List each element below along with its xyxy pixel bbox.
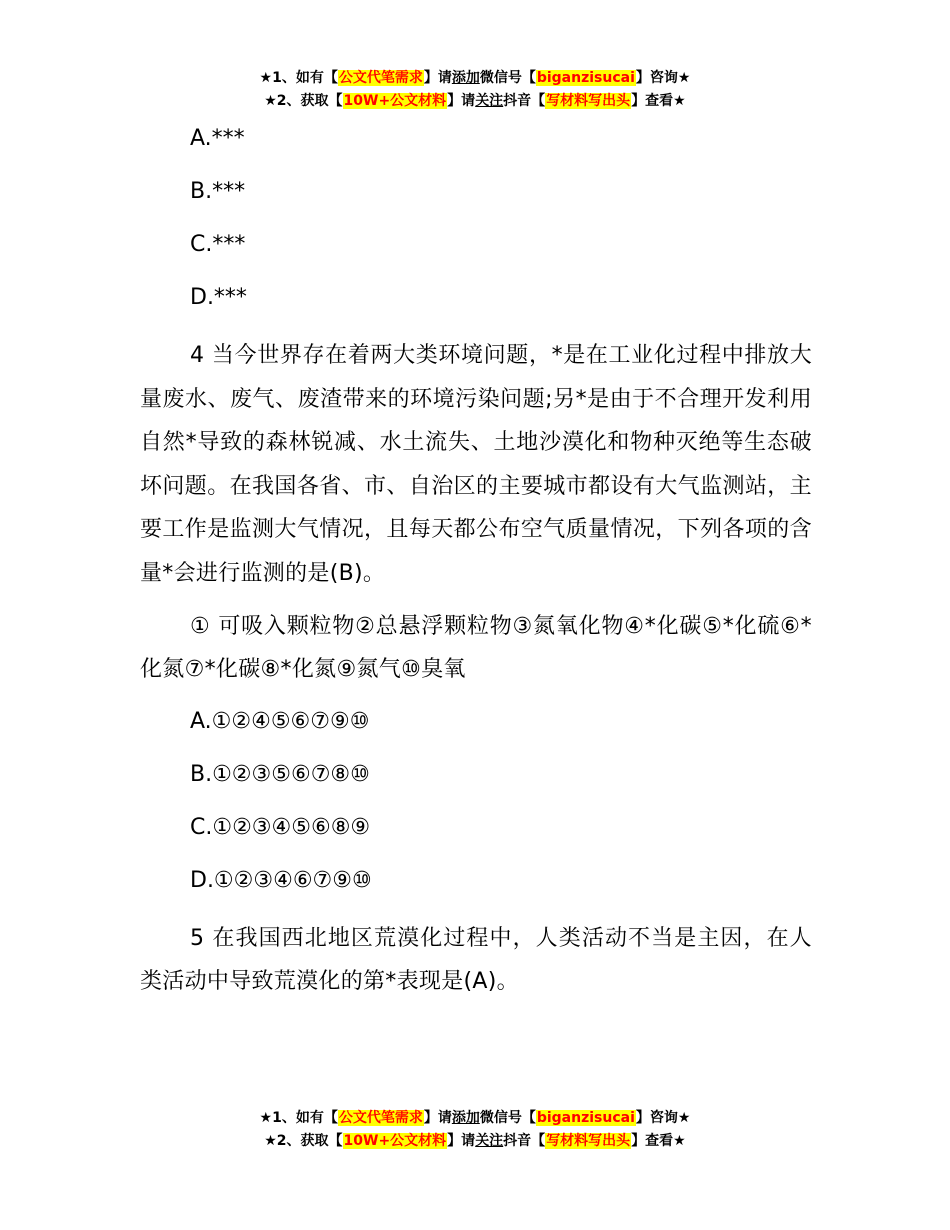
banner-text: ★2、获取【 xyxy=(264,93,343,109)
q4-stem: 4 当今世界存在着两大类环境问题，*是在工业化过程中排放大量废水、废气、废渣带来的环境污染问题;另*是由于不合理开发利用自然*导致的森林锐减、水土流失、土地沙漠化和物种灭绝等生态破坏问题。在我国各省、市、自治区的主要城市都设有大气监测站，主要工作是监测大气情况，且每天都公布空气质量情况，下列各项的含量*会进行监测的是(B)。 xyxy=(140,343,812,586)
banner-highlight: 写材料写出头 xyxy=(546,93,631,109)
q3-option-d: D.*** xyxy=(190,285,247,310)
banner-text: ★1、如有【 xyxy=(259,70,338,86)
banner-highlight: 公文代笔需求 xyxy=(338,1110,423,1126)
banner-line-2 xyxy=(0,90,950,113)
footer-banner xyxy=(0,1107,950,1153)
banner-text: 】请 xyxy=(447,93,476,109)
banner-text: 】咨询★ xyxy=(635,70,691,86)
banner-underline: 关注 xyxy=(475,1133,504,1149)
banner-text: 】咨询★ xyxy=(635,1110,691,1126)
banner-highlight: 公文代笔需求 xyxy=(338,70,423,86)
banner-underline: 添加 xyxy=(451,1110,480,1126)
q5-stem: 5 在我国西北地区荒漠化过程中，人类活动不当是主因，在人类活动中导致荒漠化的第*表现是(A)。 xyxy=(140,925,812,995)
banner-highlight: 10W+公文材料 xyxy=(343,93,447,109)
q3-option-c: C.*** xyxy=(190,232,246,257)
q4-option-d: D.①②③④⑥⑦⑨⑩ xyxy=(190,867,372,893)
q3-option-a: A.*** xyxy=(190,126,245,151)
banner-text: 抖音【 xyxy=(503,93,546,109)
banner-text: ★2、获取【 xyxy=(264,1133,343,1149)
banner-text: 微信号【 xyxy=(479,1110,536,1126)
banner-underline: 添加 xyxy=(451,70,480,86)
document-body xyxy=(140,122,812,1013)
q4-option-a: A.①②④⑤⑥⑦⑨⑩ xyxy=(190,708,370,734)
banner-highlight: 写材料写出头 xyxy=(546,1133,631,1149)
banner-highlight: 10W+公文材料 xyxy=(343,1133,447,1149)
banner-text: 微信号【 xyxy=(479,70,536,86)
banner-underline: 关注 xyxy=(475,93,504,109)
banner-line-1 xyxy=(0,1107,950,1130)
banner-text: 抖音【 xyxy=(503,1133,546,1149)
banner-text: 】请 xyxy=(423,70,452,86)
banner-line-1 xyxy=(0,67,950,90)
banner-text: ★1、如有【 xyxy=(259,1110,338,1126)
banner-line-2 xyxy=(0,1130,950,1153)
q4-option-b: B.①②③⑤⑥⑦⑧⑩ xyxy=(190,761,370,787)
banner-text: 】查看★ xyxy=(631,1133,686,1149)
q4-items: ① 可吸入颗粒物②总悬浮颗粒物③氮氧化物④*化碳⑤*化硫⑥*化氮⑦*化碳⑧*化氮⑨氮气⑩臭氧 xyxy=(140,613,812,683)
banner-text: 】请 xyxy=(447,1133,476,1149)
q4-option-c: C.①②③④⑤⑥⑧⑨ xyxy=(190,814,371,840)
banner-highlight: biganzisucai xyxy=(536,70,635,86)
banner-text: 】请 xyxy=(423,1110,452,1126)
q3-option-b: B.*** xyxy=(190,179,246,204)
header-banner xyxy=(0,67,950,113)
banner-highlight: biganzisucai xyxy=(536,1110,635,1126)
banner-text: 】查看★ xyxy=(631,93,686,109)
